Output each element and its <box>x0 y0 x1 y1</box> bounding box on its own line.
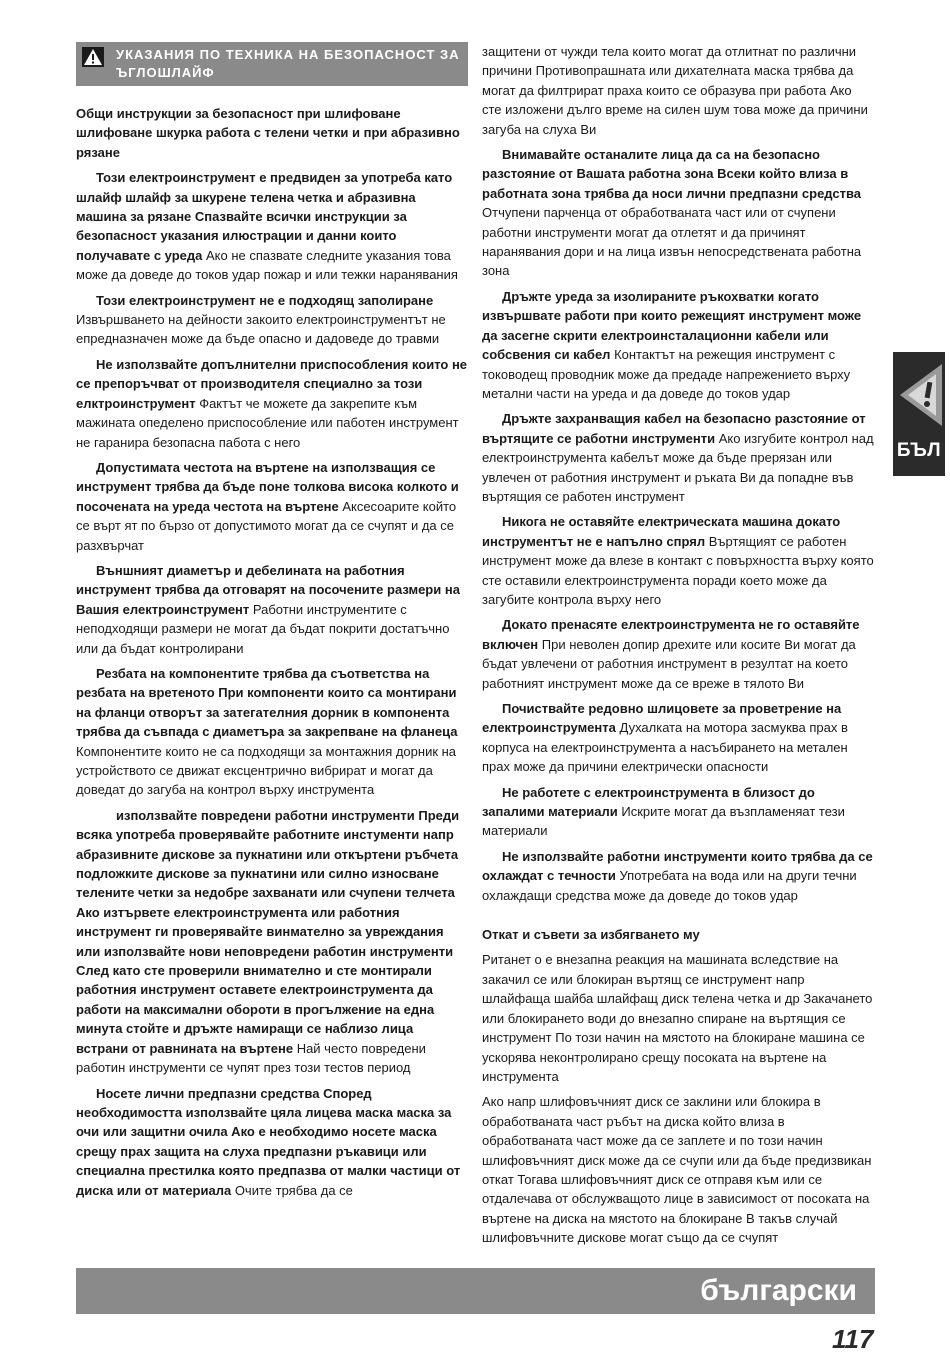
footer-language: български <box>700 1274 857 1307</box>
warning-triangle-icon <box>896 360 944 430</box>
page-number: 117 <box>832 1324 874 1354</box>
language-side-tab <box>893 352 945 476</box>
section-header <box>76 42 468 86</box>
paragraph-liquid-cooling: Не използвайте работни инструменти които трябва да се охлаждат с течности Употребата на вода или на други течни охлаждащи средства може да доведе до токов удар <box>482 848 873 903</box>
paragraph-thread: Резбата на компонентите трябва да съответства на резбата на вретеното При компоненти които са монтирани на фланци отворът за затегателния дорник в компонента трябва да съвпада с диаметъра за закрепване на фланеца Компонентите които не са подходящи за монтажния дорник на устройството се движат ексцентрично вибрират и могат да доведат до загуба на контрол върху инструмента <box>76 665 458 798</box>
paragraph-bystanders: Внимавайте останалите лица да са на безопасно разстояние от Вашата работна зона Всеки който влиза в работната зона трябва да носи лични предпазни средства Отчупени парченца от обработваната част или от счупени работни инструменти могат да отлетят и да причинят наранявания дори и на лица извън непосредствената работна зона <box>482 147 862 279</box>
section-title: УКАЗАНИЯ ПО ТЕХНИКА НА БЕЗОПАСНОСТ ЗА ЪГЛОШЛАЙФ <box>116 47 460 80</box>
paragraph-diameter: Външният диаметър и дебелината на работния инструмент трябва да отговарят на посочените размери на Вашия електроинструмент Работни инструментите с неподходящи размери не могат да бъдат покрити достатъчно или да бъдат контролирани <box>76 562 460 656</box>
paragraph-carrying: Докато пренасяте електроинструмента не го оставяйте включен При неволен допир дрехите или косите Ви могат да бъдат увлечени от работния инструмент в резултат на което работният инструмент може да се вреже в тялото Ви <box>482 617 860 691</box>
paragraph-kickback-example: Ако напр шлифовъчният диск се заклини или блокира в обработваната част ръбът на диска който влиза в обработваната част може да се заплете и по този начин шлифовъчният диск може да се счупи или да бъде предизвикан откат Тогава шлифовъчният диск се отправя към или се отдалечава от обслужващото лице в зависимост от посоката на въртене на диска на мястото на блокиране В такъв случай шлифовъчните дискове могат също да се счупят <box>482 1094 872 1246</box>
paragraph-ventilation: Почиствайте редовно шлицовете за проветрение на електроинструмента Духалката на мотора засмуква прах в корпуса на електроинструмента а насъбирането на метален прах може да причини електрически опасности <box>482 701 848 775</box>
paragraph-rotation-speed: Допустимата честота на въртене на използващия се инструмент трябва да бъде поне толкова висока колкото и посочената на уреда честота на въртене Аксесоарите който се върт ят по бързо от допустимото могат да се счупят и да се разхвърчат <box>76 459 459 553</box>
paragraph-insulated-handles: Дръжте уреда за изолираните ръкохватки когато извършвате работи при които режещият инструмент може да засегне скрити електроинсталационни кабели или собсвения си кабел Контактът на режещия инструмент с тоководещ проводник може да предаде напрежението върху метални части на уреда и да доведе до токов удар <box>482 288 862 401</box>
paragraph-full-stop: Никога не оставяйте електрическата машина докато инструментът не е напълно спрял Въртящият се работен инструмент може да влезе в контакт с повърхността върху която сте оставили електроинструмента поради което може да загубите контрола върху него <box>482 514 874 607</box>
footer-bar <box>76 1268 875 1314</box>
paragraph-protection-continued: защитени от чужди тела които могат да отлитнат по различни причини Противопрашната или дихателната маска трябва да могат да филтрират праха които се образува при работа Ако сте изложени дълго време на силен шум това може да причини загуба на слуха Ви <box>482 44 868 137</box>
paragraph-damaged-tools: използвайте повредени работни инструменти Преди всяка употреба проверявайте работните инстументи напр абразивните дискове за пукнатини или откъртени ръбчета подложките дискове за пукнатини или силно износване телените четки за недобре захванати или счупени телчета Ако изтървете електроинструмента или работния инструмент ги проверявайте винмателно за увреждания или използвайте нови неповредени работин инструменти След като сте проверили внимателно и сте монтирали работния инструмент оставете електроинструмента да работи на максимални обороти в прогължение на една минута стойте и дръжте намиращи се наблизо лица встрани от равнината на въртене Най често повредени работин инструменти се чупят през този тестов период <box>76 807 460 1076</box>
paragraph-flammable: Не работете с електроинструмента в близост до запалими материали Искрите могат да възпламеняат тези материали <box>482 784 845 839</box>
warning-icon <box>82 47 104 67</box>
right-column <box>482 42 874 1254</box>
paragraph-power-cord: Дръжте захранващия кабел на безопасно разстояние от въртящите се работни инструменти Ако изгубите контрол над електроинструмента кабелът може да бъде прерязан или увлечен от работния инструмент и ръката Ви да попадне във въртящия се работен инструмент <box>482 411 874 504</box>
paragraph-accessories: Не използвайте допълнителни приспособления които не се препоръчват от производителя специално за този елктроинструмент Фактът че можете да закрепите към мажината опеделено приспособление или пабoтен инструмент не гаранира безопасна пабота с него <box>76 356 468 450</box>
kickback-heading: Откат и съвети за избягването му <box>482 927 700 943</box>
paragraph-intended-use: Този електроинструмент е предвиден за употреба като шлайф шлайф за шкурене телена четка и абразивна машина за рязане Спазвайте всички инструкции за безопасност указания илюстрации и данни които получавате с уреда Ако не спазвате следните указания това може да доведе до токов удар пожар и или тежки наранявания <box>76 170 458 283</box>
paragraph-polishing: Този електроинструмент не е подходящ заполиране Извършването на дейности закоито електроинструментът не епредназначен може да бъде опасно и дадоведе до травми <box>76 292 446 347</box>
paragraph-protective-equipment: Носете лични предпазни средства Според необходимостта използвайте цяла лицева маска маска за очи или защитни очила Ако е необходимо носете маска срещу прах защита на слуха предпазни ръкавици или специална престилка която предпазва от малки частици от диска или от материала Очите трябва да се <box>76 1085 461 1198</box>
paragraph-kickback-definition: Ританет о е внезапна реакция на машината вследствие на закачил се или блокиран въртящ се инструмент напр шлайфаща шайба шлайфащ диск телена четка и др Закачането или блокирането води до внезапно спиране на въртящия се инструмент По този начин на мястото на блокиране машина се ускорява неконтролирано срещу посоката на въртене на инструмента <box>482 952 873 1084</box>
side-tab-label: БЪЛ <box>896 440 942 461</box>
paragraph-general: Общи инструкции за безопасност при шлифоване шлифоване шкурка работа с телени четки и при абразивно рязане <box>76 106 460 160</box>
left-column <box>76 42 468 1206</box>
